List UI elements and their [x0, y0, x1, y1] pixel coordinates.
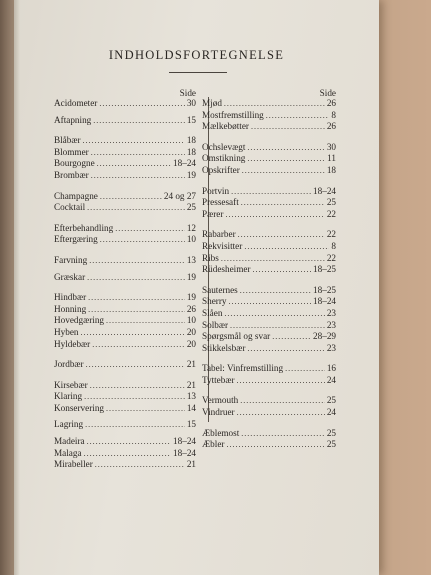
- index-entry: Bourgogne ..... 18–24: [54, 158, 196, 170]
- index-entry: Blåbær ..... 18: [54, 135, 196, 147]
- index-entry: Acidometer ..... 30: [54, 98, 196, 110]
- index-entry: Honning ..... 26: [54, 304, 196, 316]
- index-entry: Pressesaft ..... 25: [202, 197, 336, 209]
- index-entry: Ochslevægt ..... 30: [202, 142, 336, 154]
- index-entry: Aftapning ..... 15: [54, 115, 196, 127]
- index-entry: Mirabeller ..... 21: [54, 459, 196, 471]
- index-entry: Spørgsmål og svar ..... 28–29: [202, 331, 336, 343]
- book-spine-shadow: [0, 0, 14, 575]
- page-title: INDHOLDSFORTEGNELSE: [108, 48, 285, 62]
- index-entry: Mælkebøtter ..... 26: [202, 121, 336, 133]
- index-entry: Hindbær ..... 19: [54, 292, 196, 304]
- index-entry: Slåen ..... 23: [202, 308, 336, 320]
- index-entry: Klaring ..... 13: [54, 391, 196, 403]
- page-gutter: [14, 0, 20, 575]
- index-entry: Lagring ..... 15: [54, 419, 196, 431]
- index-entry: Cocktail ..... 25: [54, 202, 196, 214]
- title-underline: [169, 72, 227, 73]
- index-entry: Madeira ..... 18–24: [54, 436, 196, 448]
- index-entry: Champagne ..... 24 og 27: [54, 191, 196, 203]
- index-entry: Blommer ..... 18: [54, 147, 196, 159]
- index-entry: Solbær ..... 23: [202, 320, 336, 332]
- index-entry: Konservering ..... 14: [54, 403, 196, 415]
- index-entry: Vermouth ..... 25: [202, 395, 336, 407]
- index-entry: Mostfremstilling ..... 8: [202, 110, 336, 122]
- index-entry: Æbler ..... 25: [202, 439, 336, 451]
- index-column-left: [54, 88, 196, 471]
- index-entry: Sherry ..... 18–24: [202, 296, 336, 308]
- index-entry: Efterbehandling ..... 12: [54, 223, 196, 235]
- index-entry: Tyttebær ..... 24: [202, 375, 336, 387]
- index-entry: Pærer ..... 22: [202, 209, 336, 221]
- index-entry: Eftergæring ..... 10: [54, 234, 196, 246]
- index-entry: Hyldebær ..... 20: [54, 339, 196, 351]
- index-entry: Ribs ..... 22: [202, 253, 336, 265]
- index-column-right: [202, 88, 336, 451]
- index-entry: Hyben ..... 20: [54, 327, 196, 339]
- index-entry: Hovedgæring ..... 10: [54, 315, 196, 327]
- index-entry: Kirsebær ..... 21: [54, 380, 196, 392]
- index-entry: Opskrifter ..... 18: [202, 165, 336, 177]
- index-entry: Malaga ..... 18–24: [54, 448, 196, 460]
- index-entry: Vindruer ..... 24: [202, 407, 336, 419]
- index-entry: Tabel: Vinfremstilling ..... 16: [202, 363, 336, 375]
- index-entry: Rabarber ..... 22: [202, 229, 336, 241]
- book-page: [14, 0, 379, 575]
- column-header-right: Side: [319, 88, 336, 98]
- index-entry: Stikkelsbær ..... 23: [202, 343, 336, 355]
- index-entry: Græskar ..... 19: [54, 272, 196, 284]
- index-entry: Portvin ..... 18–24: [202, 186, 336, 198]
- index-entry: Jordbær ..... 21: [54, 359, 196, 371]
- column-header-left: Side: [179, 88, 196, 98]
- index-entry: Farvning ..... 13: [54, 255, 196, 267]
- index-entry: Mjød ..... 26: [202, 98, 336, 110]
- index-entry: Omstikning ..... 11: [202, 153, 336, 165]
- index-entry: Sauternes ..... 18–25: [202, 285, 336, 297]
- index-entry: Rüdesheimer ..... 18–25: [202, 264, 336, 276]
- index-entry: Æblemost ..... 25: [202, 428, 336, 440]
- index-entry: Brombær ..... 19: [54, 170, 196, 182]
- index-entry: Rekvisitter ..... 8: [202, 241, 336, 253]
